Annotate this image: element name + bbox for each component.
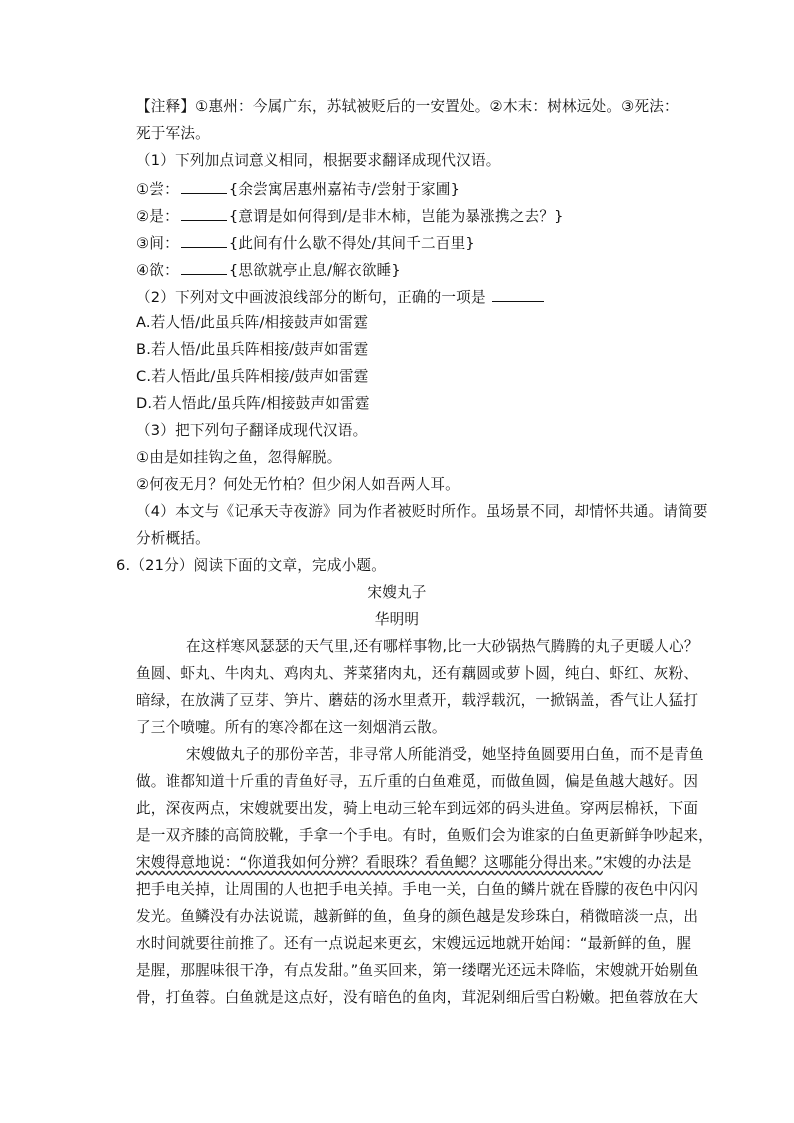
annotation-note-continued: 死于军法。 — [136, 125, 210, 142]
paragraph-line: 暗绿，在放满了豆芽、笋片、蘑菇的汤水里煮开，载浮载沉，一掀锅盖，香气让人猛打 — [136, 692, 699, 709]
paragraph-line: 水时间就要往前推了。还有一点说起来更玄，宋嫂远远地就开始闻：“最新鲜的鱼，腥 — [136, 935, 692, 952]
q1-item — [136, 179, 460, 199]
q2-option-b: B.若人悟/此虽兵阵相接/鼓声如雷霆 — [136, 341, 369, 358]
q1-item — [136, 233, 475, 253]
question-4: （4）本文与《记承天寺夜游》同为作者被贬时所作。虽场景不同，却情怀共通。请简要 — [136, 503, 708, 520]
paragraph-line: 发光。鱼鳞没有办法说谎，越新鲜的鱼，鱼身的颜色越是发珍珠白，稍微暗淡一点，出 — [136, 908, 699, 925]
q1-item-label: ④欲： — [136, 262, 179, 279]
paragraph-line: 此，深夜两点，宋嫂就要出发，骑上电动三轮车到远郊的码头进鱼。穿两层棉袄，下面 — [136, 800, 699, 817]
paragraph-line: 了三个喷嚏。所有的寒冷都在这一刻烟消云散。 — [136, 719, 447, 736]
q1-item — [136, 260, 401, 280]
q2-option-a: A.若人悟/此虽兵阵/相接鼓声如雷霆 — [136, 314, 369, 331]
article-author: 华明明 — [374, 611, 420, 628]
q3-item: ①由是如挂钩之鱼，忽得解脱。 — [136, 449, 342, 466]
q1-item-label: ①尝： — [136, 181, 179, 198]
question-1: （1）下列加点词意义相同，根据要求翻译成现代汉语。 — [136, 152, 501, 169]
paragraph-line: 是腥，那腥味很干净，有点发甜。”鱼买回来，第一缕曙光还远未降临，宋嫂就开始剔鱼 — [136, 962, 699, 979]
answer-blank[interactable] — [181, 206, 227, 221]
paragraph-line — [136, 854, 692, 872]
q1-item-label: ②是： — [136, 208, 179, 225]
q2-option-c: C.若人悟此/虽兵阵相接/鼓声如雷霆 — [136, 368, 369, 385]
paragraph-line: 在这样寒风瑟瑟的天气里,还有哪样事物,比一大砂锅热气腾腾的丸子更暖人心？ — [186, 638, 699, 655]
question-6: 6.（21分）阅读下面的文章，完成小题。 — [116, 557, 386, 574]
q1-item-label: ③间： — [136, 235, 179, 252]
answer-blank[interactable] — [181, 233, 227, 248]
q1-item — [136, 206, 564, 226]
paragraph-line: 做。谁都知道十斤重的青鱼好寻，五斤重的白鱼难觅，而做鱼圆，偏是鱼越大越好。因 — [136, 773, 699, 790]
paragraph-line: 骨，打鱼蓉。白鱼就是这点好，没有暗色的鱼肉，茸泥剁细后雪白粉嫩。把鱼蓉放在大 — [136, 989, 699, 1006]
wavy-underlined-sentence: 宋嫂得意地说：“你道我如何分辨？看眼珠？看鱼鳃？这哪能分得出来。” — [136, 854, 603, 871]
answer-blank[interactable] — [492, 287, 544, 302]
answer-blank[interactable] — [181, 179, 227, 194]
q1-item-text: {余尝寓居惠州嘉祐寺/尝射于家圃} — [228, 181, 461, 198]
question-2-text: （2）下列对文中画波浪线部分的断句，正确的一项是 — [136, 289, 486, 306]
question-3: （3）把下列句子翻译成现代汉语。 — [136, 422, 368, 439]
annotation-note: 【注释】①惠州：今属广东，苏轼被贬后的一安置处。②木末：树林远处。③死法： — [136, 98, 679, 115]
paragraph-line: 是一双齐膝的高筒胶靴，手拿一个手电。有时，鱼贩们会为谁家的白鱼更新鲜争吵起来， — [136, 827, 713, 844]
answer-blank[interactable] — [181, 260, 227, 275]
q1-item-text: {意谓是如何得到/是非木柿，岂能为暴涨携之去？} — [228, 208, 564, 225]
article-title: 宋嫂丸子 — [367, 584, 427, 601]
paragraph-line: 把手电关掉，让周围的人也把手电关掉。手电一关，白鱼的鳞片就在昏朦的夜色中闪闪 — [136, 881, 699, 898]
question-4-continued: 分析概括。 — [136, 530, 210, 547]
q3-item: ②何夜无月？何处无竹柏？但少闲人如吾两人耳。 — [136, 476, 460, 493]
paragraph-text: 宋嫂的办法是 — [602, 854, 692, 871]
q1-item-text: {思欲就亭止息/解衣欲睡} — [228, 262, 401, 279]
q1-item-text: {此间有什么歇不得处/其间千二百里} — [228, 235, 475, 252]
q2-option-d: D.若人悟此/虽兵阵/相接鼓声如雷霆 — [136, 395, 370, 412]
paragraph-line: 鱼圆、虾丸、牛肉丸、鸡肉丸、荠菜猪肉丸，还有藕圆或萝卜圆，纯白、虾红、灰粉、 — [136, 665, 699, 682]
paragraph-line: 宋嫂做丸子的那份辛苦，非寻常人所能消受，她坚持鱼圆要用白鱼，而不是青鱼 — [186, 746, 704, 763]
question-2 — [136, 287, 546, 307]
